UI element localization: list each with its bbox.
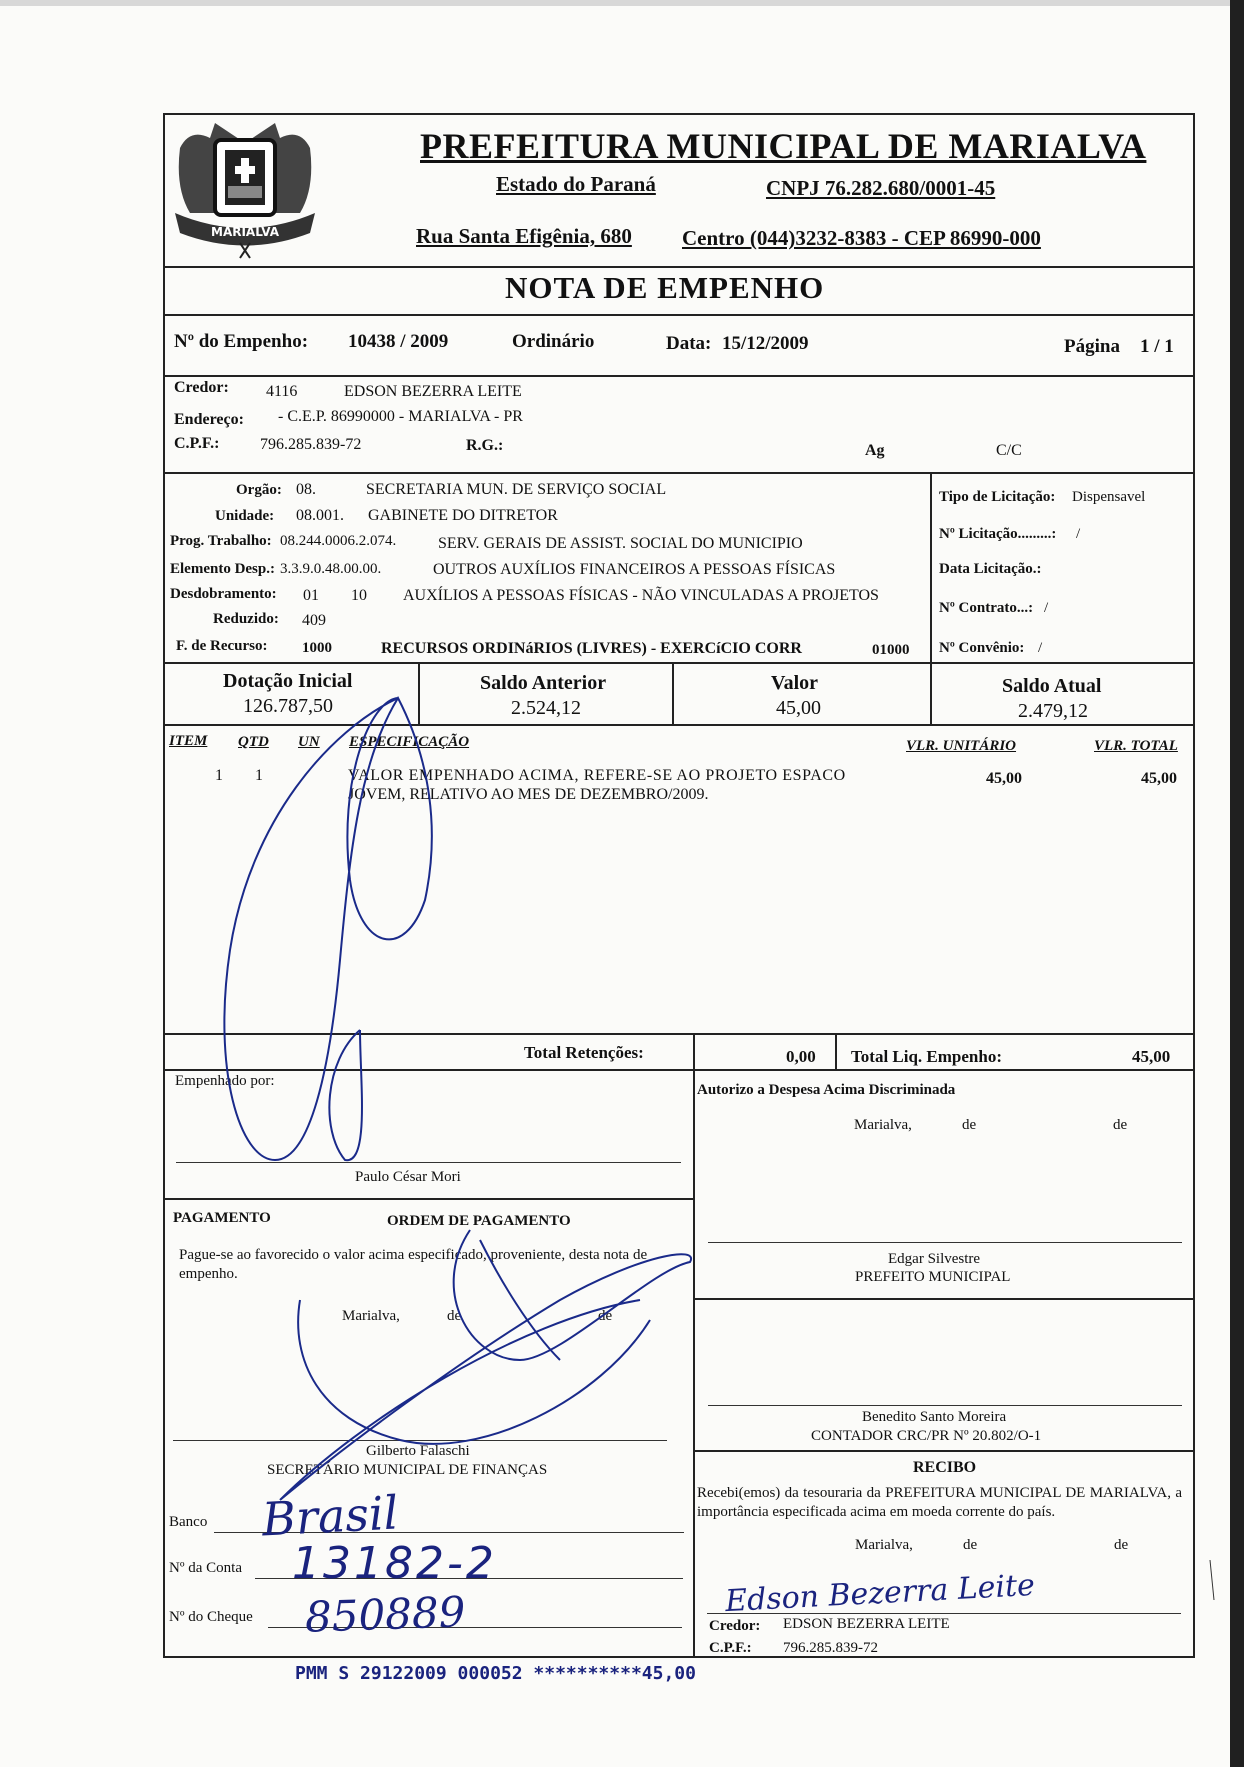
prog-code: 08.244.0006.2.074. <box>280 533 397 549</box>
empenho-number-label: Nº do Empenho: <box>174 331 309 352</box>
recurso-label: F. de Recurso: <box>176 638 268 654</box>
row-vlr-unitario: 45,00 <box>986 770 1022 787</box>
row-item: 1 <box>215 767 223 784</box>
desdobramento-code1: 01 <box>303 587 319 604</box>
endereco-label: Endereço: <box>174 411 244 428</box>
conta-handwritten: 13182-2 <box>292 1538 497 1589</box>
saldo-anterior-value: 2.524,12 <box>511 697 581 719</box>
prefeito-cargo: PREFEITO MUNICIPAL <box>855 1269 1011 1285</box>
credor-signature: Edson Bezerra Leite <box>724 1567 1036 1620</box>
elemento-desc: OUTROS AUXÍLIOS FINANCEIROS A PESSOAS FÍSICAS <box>433 561 836 578</box>
recibo-local: Marialva, <box>855 1537 913 1553</box>
cheque-label: Nº do Cheque <box>169 1609 253 1625</box>
contador-nome: Benedito Santo Moreira <box>862 1409 1007 1425</box>
credor-label: Credor: <box>174 379 229 396</box>
saldo-anterior-label: Saldo Anterior <box>480 672 607 694</box>
total-retencoes: 0,00 <box>786 1047 816 1066</box>
document-title: NOTA DE EMPENHO <box>505 270 825 305</box>
row-qtd: 1 <box>255 767 263 784</box>
row-vlr-total: 45,00 <box>1141 770 1177 787</box>
row-espec-line2: JOVEM, RELATIVO AO MES DE DEZEMBRO/2009. <box>348 786 709 803</box>
autorizo-local: Marialva, <box>854 1117 912 1133</box>
elemento-label: Elemento Desp.: <box>170 561 275 577</box>
page-number: 1 / 1 <box>1140 336 1174 357</box>
empenho-number: 10438 / 2009 <box>348 331 449 352</box>
recurso-code: 1000 <box>302 640 332 656</box>
col-qtd: QTD <box>238 734 269 750</box>
contador-cargo: CONTADOR CRC/PR Nº 20.802/O-1 <box>811 1428 1042 1444</box>
autorizo-de-1: de <box>962 1117 977 1133</box>
contrato-label: Nº Contrato...: <box>939 600 1034 616</box>
recibo-cpf: 796.285.839-72 <box>783 1640 878 1656</box>
prefeito-nome: Edgar Silvestre <box>888 1251 981 1267</box>
recibo-texto: Recebi(emos) da tesouraria da PREFEITURA MUNICIPAL DE MARIALVA, a importância especificada acima em moeda corrente do país. <box>697 1485 1182 1520</box>
recibo-cpf-label: C.P.F.: <box>709 1640 752 1656</box>
valor-value: 45,00 <box>776 697 821 719</box>
credor-name: EDSON BEZERRA LEITE <box>344 383 522 400</box>
prog-label: Prog. Trabalho: <box>170 533 272 549</box>
prog-desc: SERV. GERAIS DE ASSIST. SOCIAL DO MUNICIPIO <box>438 535 803 552</box>
dotacao-label: Dotação Inicial <box>223 670 353 692</box>
secretario-nome: Gilberto Falaschi <box>366 1443 470 1459</box>
reduzido: 409 <box>302 612 326 629</box>
pagamento-label: PAGAMENTO <box>173 1210 271 1226</box>
col-vlr-unitario: VLR. UNITÁRIO <box>906 738 1017 754</box>
elemento-code: 3.3.9.0.48.00.00. <box>280 561 382 577</box>
state-name: Estado do Paraná <box>496 172 656 196</box>
ordem-pagamento-label: ORDEM DE PAGAMENTO <box>387 1213 571 1229</box>
total-liquido-label: Total Liq. Empenho: <box>851 1047 1002 1066</box>
numero-licitacao-label: Nº Licitação.........: <box>939 526 1057 542</box>
recibo-credor-label: Credor: <box>709 1618 761 1634</box>
conta-label: Nº da Conta <box>169 1560 242 1576</box>
banco-handwritten: Brasil <box>260 1485 400 1547</box>
dotacao-value: 126.787,50 <box>243 695 333 717</box>
address-street: Rua Santa Efigênia, 680 <box>416 224 632 248</box>
autorizo-text: Autorizo a Despesa Acima Discriminada <box>697 1082 956 1098</box>
recibo-credor: EDSON BEZERRA LEITE <box>783 1616 950 1632</box>
saldo-atual-label: Saldo Atual <box>1002 675 1102 697</box>
orgao-code: 08. <box>296 481 316 498</box>
page-label: Página <box>1064 336 1120 357</box>
desdobramento-desc: AUXÍLIOS A PESSOAS FÍSICAS - NÃO VINCULADAS A PROJETOS <box>403 587 879 604</box>
unidade-code: 08.001. <box>296 507 344 524</box>
recibo-de-1: de <box>963 1537 978 1553</box>
cashier-stamp: PMM S 29122009 000052 **********45,00 <box>295 1663 696 1684</box>
cnpj: CNPJ 76.282.680/0001-45 <box>766 176 996 200</box>
data-licitacao-label: Data Licitação.: <box>939 561 1042 577</box>
row-espec-line1: VALOR EMPENHADO ACIMA, REFERE-SE AO PROJETO ESPACO <box>348 767 846 784</box>
prefeitura-title: PREFEITURA MUNICIPAL DE MARIALVA <box>420 126 1147 166</box>
recurso-desc: RECURSOS ORDINáRIOS (LIVRES) - EXERCíCIO CORR <box>381 640 802 657</box>
ag-label: Ag <box>865 442 885 459</box>
saldo-atual-value: 2.479,12 <box>1018 700 1088 722</box>
empenhado-label: Empenhado por: <box>175 1073 275 1089</box>
endereco: - C.E.P. 86990000 - MARIALVA - PR <box>278 408 523 425</box>
total-liquido: 45,00 <box>1132 1047 1171 1066</box>
tipo-licitacao: Dispensavel <box>1072 489 1146 505</box>
convenio: / <box>1038 640 1043 656</box>
empenho-date: 15/12/2009 <box>722 333 809 354</box>
contrato: / <box>1044 600 1049 616</box>
unidade-desc: GABINETE DO DITRETOR <box>368 507 558 524</box>
col-item: ITEM <box>169 733 208 749</box>
pagamento-de-2: de <box>598 1308 613 1324</box>
cpf-label: C.P.F.: <box>174 435 220 452</box>
unidade-label: Unidade: <box>215 508 275 524</box>
col-especificacao: ESPECIFICAÇÃO <box>349 734 470 750</box>
pagamento-de-1: de <box>447 1308 462 1324</box>
valor-label: Valor <box>771 672 819 694</box>
desdobramento-label: Desdobramento: <box>170 586 277 602</box>
logo-lettering: MARIALVA <box>211 225 279 239</box>
total-retencoes-label: Total Retenções: <box>524 1043 644 1062</box>
banco-label: Banco <box>169 1514 208 1530</box>
secretario-cargo: SECRETÁRIO MUNICIPAL DE FINANÇAS <box>267 1462 548 1478</box>
autorizo-de-2: de <box>1113 1117 1128 1133</box>
empenho-date-label: Data: <box>666 333 712 354</box>
cpf: 796.285.839-72 <box>260 436 362 453</box>
recibo-de-2: de <box>1114 1537 1129 1553</box>
recurso-code2: 01000 <box>872 642 910 658</box>
cc-label: C/C <box>996 442 1022 459</box>
empenho-type: Ordinário <box>512 331 595 352</box>
desdobramento-code2: 10 <box>351 587 367 604</box>
empenhado-nome: Paulo César Mori <box>355 1169 461 1185</box>
pagamento-texto: Pague-se ao favorecido o valor acima especificado, proveniente, desta nota de empenho. <box>179 1247 648 1282</box>
pagamento-local: Marialva, <box>342 1308 400 1324</box>
rg-label: R.G.: <box>466 437 504 454</box>
credor-code: 4116 <box>266 383 298 400</box>
col-un: UN <box>298 734 320 750</box>
orgao-label: Orgão: <box>236 482 282 498</box>
reduzido-label: Reduzido: <box>213 611 279 627</box>
numero-licitacao: / <box>1076 526 1081 542</box>
tipo-licitacao-label: Tipo de Licitação: <box>939 489 1056 505</box>
col-vlr-total: VLR. TOTAL <box>1094 738 1178 754</box>
convenio-label: Nº Convênio: <box>939 640 1025 656</box>
address-rest: Centro (044)3232-8383 - CEP 86990-000 <box>682 226 1041 250</box>
cheque-handwritten: 850889 <box>304 1587 467 1642</box>
orgao-desc: SECRETARIA MUN. DE SERVIÇO SOCIAL <box>366 481 667 498</box>
recibo-title: RECIBO <box>913 1459 977 1476</box>
